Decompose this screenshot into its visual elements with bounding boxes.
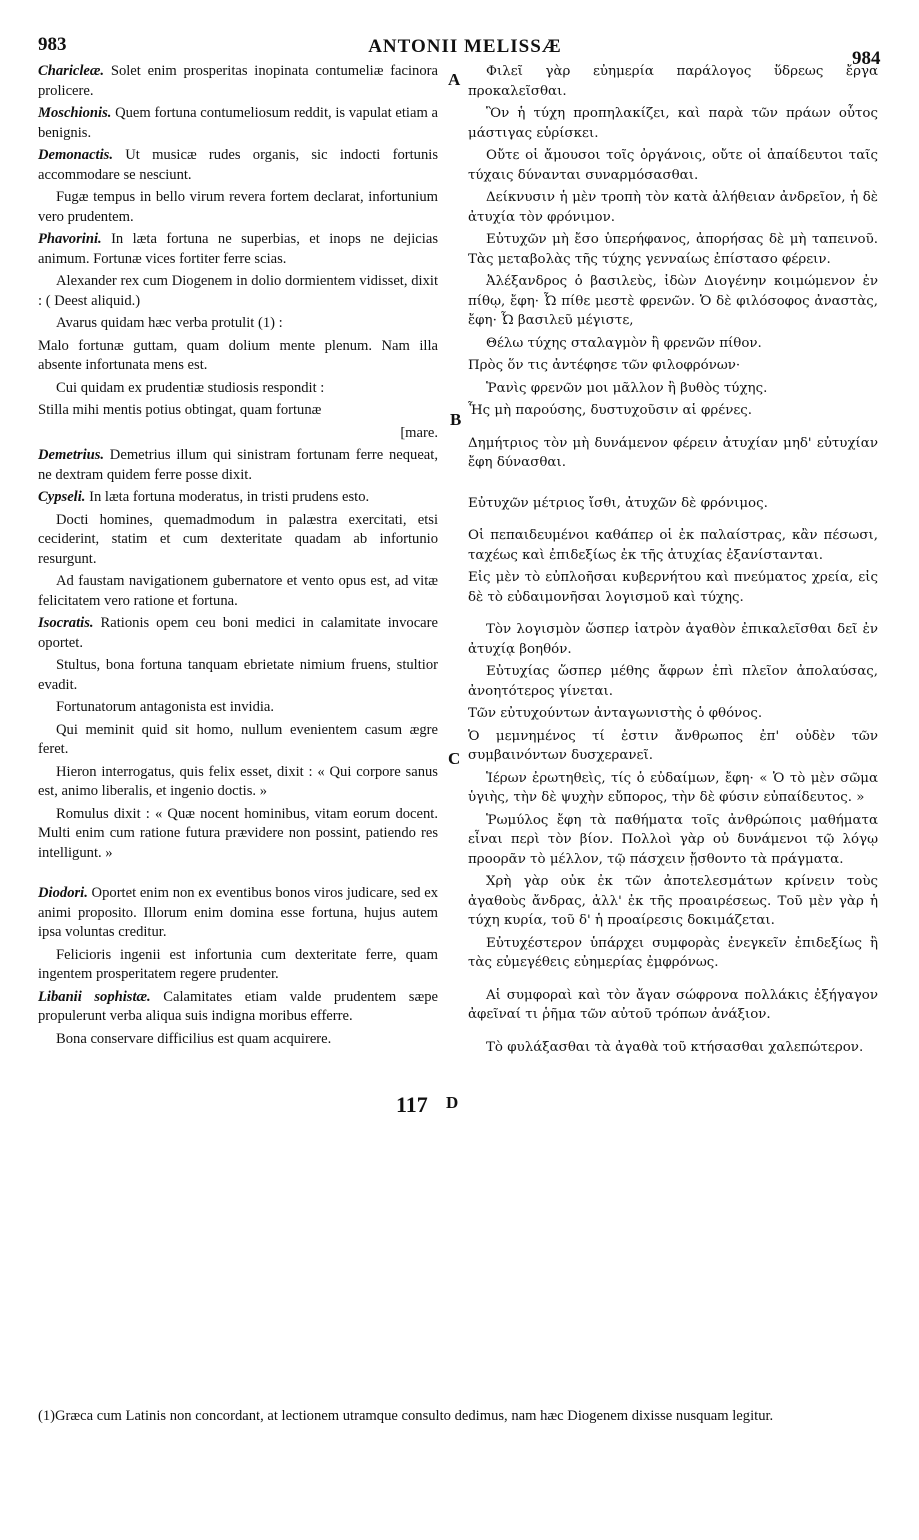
latin-paragraph: Docti homines, quemadmodum in palæstra exercitati, etsi ceciderint, statim et cum dexteritate quadam ab infortunio resurgunt. (38, 511, 438, 567)
left-page-number: 983 (38, 34, 67, 55)
footnote: (1)Græca cum Latinis non concordant, at lectionem utramque consulto dedimus, nam hæc Diogenem dixisse nusquam legitur. (38, 1408, 774, 1424)
greek-paragraph: Δείκνυσιν ἡ μὲν τροπὴ τὸν κατὰ ἀλήθειαν ἀνδρεῖον, ἡ δὲ ἀτυχία τὸν φρόνιμον. (468, 190, 878, 225)
greek-paragraph: Εὐτυχῶν μέτριος ἴσθι, ἀτυχῶν δὲ φρόνιμος. (468, 495, 768, 511)
source-attribution: Diodori. (38, 885, 88, 901)
greek-paragraph: Εὐτυχέστερον ὑπάρχει συμφορὰς ἐνεγκεῖν ἐπιδεξίως ἢ τὰς εὐμεγέθεις εὐημερίας ἐμφρόνως. (468, 935, 878, 970)
latin-paragraph: Alexander rex cum Diogenem in dolio dormientem vidisset, dixit : ( Deest aliquid.) (38, 273, 438, 309)
greek-paragraph: Χρὴ γὰρ οὐκ ἐκ τῶν ἀποτελεσμάτων κρίνειν τοὺς ἀγαθοὺς ἄνδρας, ἀλλ' ἐκ τῆς προαιρέσεως. Τοῦ μὲν γὰρ ἡ τύχη κυρία, τοῦ δ' ἡ προαίρεσις δοκιμάζεται. (468, 874, 878, 928)
latin-paragraph: Qui meminit quid sit homo, nullum evenientem casum ægre feret. (38, 721, 438, 757)
greek-paragraph: Οἱ πεπαιδευμένοι καθάπερ οἱ ἐκ παλαίστρας, κἂν πέσωσι, ταχέως καὶ ἐπιδεξίως ἐκ τῆς ἀτυχίας ἐξανίστανται. (468, 528, 878, 563)
greek-paragraph: Ῥωμύλος ἔφη τὰ παθήματα τοῖς ἀνθρώποις μαθήματα εἶναι περὶ τὸν βίον. Πολλοὶ γὰρ οὐ δυνάμενοι τῷ λόγῳ προορᾶν τὸ μέλλον, τῷ πάσχειν ᾔσθοντο τὰ πράγματα. (468, 812, 878, 867)
latin-paragraph: Fugæ tempus in bello virum revera fortem declarat, infortunium vero prudentem. (38, 189, 438, 225)
greek-verse: Ἧς μὴ παρούσης, δυστυχοῦσιν αἱ φρένες. (468, 403, 753, 418)
latin-paragraph: Demonactis. Ut musicæ rudes organis, sic indocti fortunis accommodare se nesciunt. (38, 147, 438, 183)
greek-paragraph: Αἱ συμφοραὶ καὶ τὸν ἄγαν σώφρονα πολλάκις ἐξήγαγον ἀφεῖναί τι ῥῆμα τῶν αὐτοῦ τρόπων ἀνάξιον. (468, 987, 878, 1022)
right-page-number: 984 (852, 48, 881, 69)
latin-paragraph: Romulus dixit : « Quæ nocent hominibus, vitam eorum docent. Multi enim cum ratione futura prævidere non possint, patiendo res intelligunt. » (38, 805, 438, 861)
latin-paragraph: Hieron interrogatus, quis felix esset, dixit : « Qui corpore sanus est, animo liberalis, et ingenio doctis. » (38, 763, 438, 799)
latin-paragraph: Moschionis. Quem fortuna contumeliosum reddit, is vapulat etiam a benignis. (38, 105, 438, 141)
source-attribution: Isocratis. (38, 615, 94, 631)
greek-paragraph: Τὸ φυλάξασθαι τὰ ἀγαθὰ τοῦ κτήσασθαι χαλεπώτερον. (486, 1039, 864, 1055)
source-attribution: Libanii sophistæ. (38, 988, 151, 1005)
latin-paragraph: Ad faustam navigationem gubernatore et vento opus est, ad vitæ felicitatem vero ratione et fortuna. (38, 573, 438, 609)
greek-paragraph: Δημήτριος τὸν μὴ δυνάμενον φέρειν ἀτυχίαν μηδ' εὐτυχίαν ἔφη δύνασθαι. (468, 435, 878, 470)
latin-paragraph: Diodori. Oportet enim non ex eventibus bonos viros judicare, sed ex animi proposito. Illorum enim domina esse fortuna, hujus autem ipsa voluntas creditur. (38, 885, 438, 940)
latin-paragraph: Demetrius. Demetrius illum qui sinistram fortunam ferre nequeat, ne dextram quidem ferre posse dixit. (38, 447, 438, 483)
margin-marker-c: C (448, 749, 461, 768)
latin-paragraph: Cui quidam ex prudentiæ studiosis respondit : (56, 379, 325, 396)
source-attribution: Demonactis. (38, 147, 113, 163)
latin-paragraph: Phavorini. In læta fortuna ne superbias, et inops ne dejicias animum. Fortunæ vices fortiter ferre scias. (38, 231, 438, 267)
source-attribution: Demetrius. (38, 447, 105, 463)
latin-paragraph: Libanii sophistæ. Calamitates etiam valde prudentem sæpe propulerunt verba aliqua suis indigna moribus efferre. (38, 988, 438, 1024)
greek-paragraph: Πρὸς ὅν τις ἀντέφησε τῶν φιλοφρόνων· (468, 358, 741, 373)
latin-paragraph: Bona conservare difficilius est quam acquirere. (56, 1030, 332, 1047)
latin-paragraph: Charicleæ. Solet enim prosperitas inopinata contumeliæ facinora prolicere. (38, 63, 438, 99)
source-attribution: Phavorini. (38, 231, 102, 247)
latin-column (38, 62, 438, 1052)
margin-marker-d: D (446, 1093, 459, 1112)
margin-marker-b: B (450, 410, 462, 429)
greek-paragraph: Εὐτυχῶν μὴ ἔσο ὑπερήφανος, ἀπορήσας δὲ μὴ ταπεινοῦ. Τὰς μεταβολὰς τῆς τύχης γενναίως ἐπίστασο φέρειν. (468, 232, 878, 267)
latin-paragraph: Felicioris ingenii est infortunia cum dexteritate ferre, quam ingentem prosperitatem regere prudenter. (38, 946, 438, 982)
margin-marker-a: A (448, 70, 461, 89)
greek-paragraph: Τὸν λογισμὸν ὥσπερ ἰατρὸν ἀγαθὸν ἐπικαλεῖσθαι δεῖ ἐν ἀτυχίᾳ βοηθόν. (468, 622, 878, 657)
source-attribution: Cypseli. (38, 489, 86, 505)
latin-paragraph: Isocratis. Rationis opem ceu boni medici in calamitate invocare oportet. (38, 615, 438, 651)
greek-paragraph: Φιλεῖ γὰρ εὐημερία παράλογος ὕδρεως ἔργα προκαλεῖσθαι. (468, 64, 878, 99)
source-attribution: Moschionis. (38, 105, 112, 121)
greek-verse: Ῥανὶς φρενῶν μοι μᾶλλον ἢ βυθὸς τύχης. (486, 380, 768, 396)
greek-paragraph: Οὔτε οἱ ἄμουσοι τοῖς ὀργάνοις, οὔτε οἱ ἀπαίδευτοι ταῖς τύχαις δύνανται συναρμόσασθαι. (468, 148, 878, 183)
greek-paragraph: Τῶν εὐτυχούντων ἀνταγωνιστὴς ὁ φθόνος. (468, 706, 763, 721)
latin-paragraph: Stultus, bona fortuna tanquam ebrietate nimium fruens, stultior evadit. (38, 657, 438, 693)
greek-verse: Θέλω τύχης σταλαγμὸν ἢ φρενῶν πίθον. (486, 335, 762, 351)
running-head: ANTONII MELISSÆ (368, 36, 562, 57)
greek-column (468, 62, 878, 1060)
greek-paragraph: Εἰς μὲν τὸ εὐπλοῆσαι κυβερνήτου καὶ πνεύματος χρεία, εἰς δὲ τὸ εὐδαιμονῆσαι λογισμοῦ καὶ τύχης. (468, 570, 878, 605)
latin-verse-end: [mare. (400, 424, 438, 441)
latin-paragraph: Fortunatorum antagonista est invidia. (56, 699, 275, 715)
greek-paragraph: Ἱέρων ἐρωτηθεὶς, τίς ὁ εὐδαίμων, ἔφη· « Ὁ τὸ μὲν σῶμα ὑγιὴς, τὴν δὲ ψυχὴν εὔπορος, τὴν δὲ φύσιν εὐπαίδευτος. » (468, 770, 878, 805)
greek-paragraph: Ὃν ἡ τύχη προπηλακίζει, καὶ παρὰ τῶν πράων οὗτος μάστιγας εὑρίσκει. (468, 106, 878, 141)
latin-paragraph: Avarus quidam hæc verba protulit (1) : (56, 315, 283, 331)
latin-verse: Malo fortunæ guttam, quam dolium mente plenum. Nam illa absente infortunata mens est. (38, 337, 438, 373)
source-attribution: Charicleæ. (38, 63, 105, 79)
signature-mark: 117 (396, 1092, 428, 1117)
latin-verse: Stilla mihi mentis potius obtingat, quam fortunæ (38, 402, 322, 418)
greek-paragraph: Ὁ μεμνημένος τί ἐστιν ἄνθρωπος ἐπ' οὐδὲν τῶν συμβαινόντων δυσχερανεῖ. (468, 728, 878, 763)
greek-paragraph: Εὐτυχίας ὥσπερ μέθης ἄφρων ἐπὶ πλεῖον ἀπολαύσας, ἀνοητότερος γίνεται. (468, 664, 878, 699)
latin-paragraph: Cypseli. In læta fortuna moderatus, in tristi prudens esto. (38, 489, 370, 505)
greek-paragraph: Ἀλέξανδρος ὁ βασιλεὺς, ἰδὼν Διογένην κοιμώμενον ἐν πίθῳ, ἔφη· Ὦ πίθε μεστὲ φρενῶν. Ὁ δὲ φιλόσοφος ἀναστὰς, ἔφη· Ὦ βασιλεῦ μέγιστε, (468, 274, 878, 328)
